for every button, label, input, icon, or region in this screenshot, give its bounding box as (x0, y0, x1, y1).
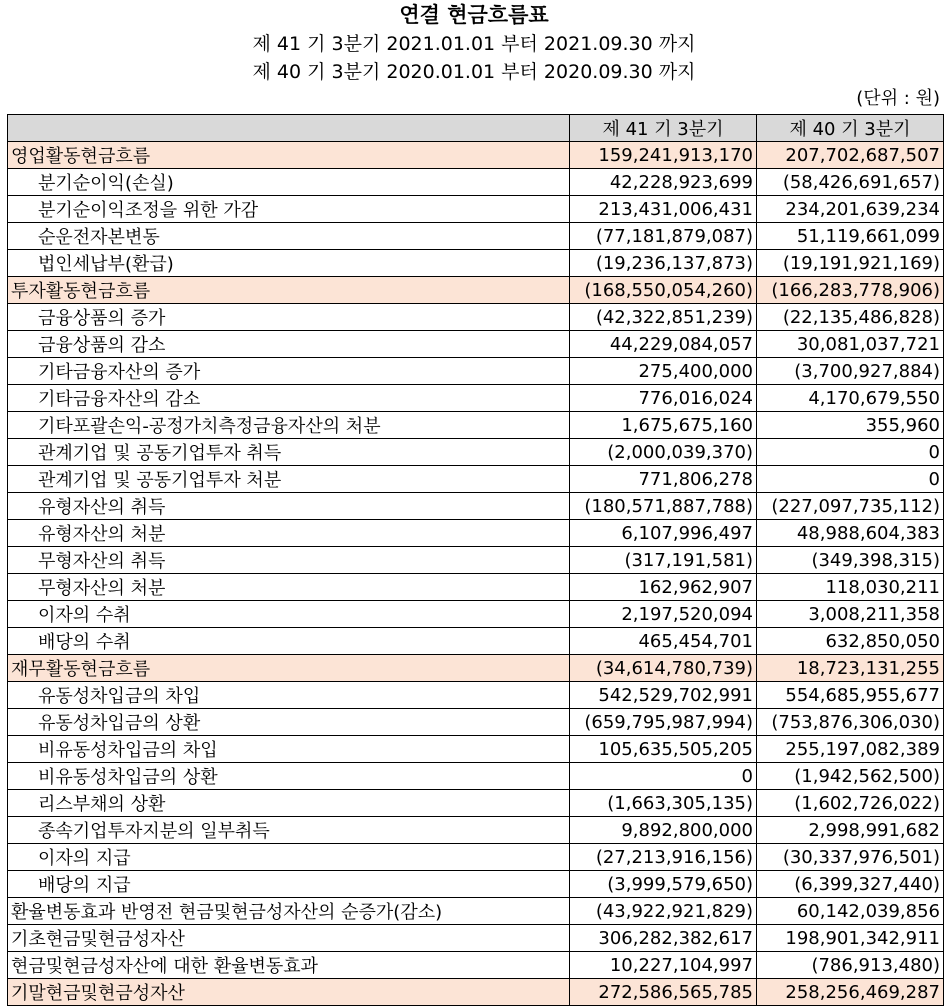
row-label: 유형자산의 취득 (8, 493, 570, 520)
table-row (8, 385, 944, 412)
row-label: 기초현금및현금성자산 (8, 925, 570, 952)
row-label: 금융상품의 증가 (8, 304, 570, 331)
table-row (8, 655, 944, 682)
row-label: 종속기업투자지분의 일부취득 (8, 817, 570, 844)
amount-current: 1,675,675,160 (570, 412, 757, 439)
amount-current: (659,795,987,994) (570, 709, 757, 736)
amount-prior: (349,398,315) (757, 547, 944, 574)
period-prior: 제 40 기 3분기 2020.01.01 부터 2020.09.30 까지 (252, 61, 696, 83)
amount-prior: 2,998,991,682 (757, 817, 944, 844)
table-row (8, 736, 944, 763)
table-row (8, 952, 944, 979)
table-row (8, 169, 944, 196)
amount-current: 9,892,800,000 (570, 817, 757, 844)
amount-current: (3,999,579,650) (570, 871, 757, 898)
amount-current: (42,322,851,239) (570, 304, 757, 331)
amount-prior: 60,142,039,856 (757, 898, 944, 925)
amount-current: (317,191,581) (570, 547, 757, 574)
row-label: 비유동성차입금의 차입 (8, 736, 570, 763)
amount-prior: 198,901,342,911 (757, 925, 944, 952)
amount-prior: 355,960 (757, 412, 944, 439)
amount-current: (77,181,879,087) (570, 223, 757, 250)
row-label: 유동성차입금의 차입 (8, 682, 570, 709)
row-label: 재무활동현금흐름 (8, 655, 570, 682)
amount-prior: (786,913,480) (757, 952, 944, 979)
row-label: 기타금융자산의 감소 (8, 385, 570, 412)
amount-prior: (1,602,726,022) (757, 790, 944, 817)
amount-prior: 30,081,037,721 (757, 331, 944, 358)
table-row (8, 925, 944, 952)
table-row (8, 196, 944, 223)
row-label: 순운전자본변동 (8, 223, 570, 250)
amount-current: 213,431,006,431 (570, 196, 757, 223)
row-label: 배당의 수취 (8, 628, 570, 655)
table-row (8, 466, 944, 493)
row-label: 무형자산의 취득 (8, 547, 570, 574)
table-row (8, 331, 944, 358)
row-label: 리스부채의 상환 (8, 790, 570, 817)
amount-prior: 4,170,679,550 (757, 385, 944, 412)
header-current-period: 제 41 기 3분기 (570, 115, 757, 142)
table-row (8, 250, 944, 277)
row-label: 배당의 지급 (8, 871, 570, 898)
amount-current: (43,922,921,829) (570, 898, 757, 925)
table-row (8, 709, 944, 736)
table-row (8, 358, 944, 385)
table-row (8, 142, 944, 169)
table-row (8, 628, 944, 655)
row-label: 영업활동현금흐름 (8, 142, 570, 169)
amount-current: 162,962,907 (570, 574, 757, 601)
row-label: 이자의 지급 (8, 844, 570, 871)
unit-label: (단위 : 원) (856, 88, 940, 109)
amount-prior: 48,988,604,383 (757, 520, 944, 547)
amount-current: 159,241,913,170 (570, 142, 757, 169)
amount-prior: 18,723,131,255 (757, 655, 944, 682)
statement-title: 연결 현금흐름표 (399, 3, 549, 27)
table-row (8, 817, 944, 844)
amount-current: 272,586,565,785 (570, 979, 757, 1006)
amount-current: (168,550,054,260) (570, 277, 757, 304)
row-label: 투자활동현금흐름 (8, 277, 570, 304)
row-label: 현금및현금성자산에 대한 환율변동효과 (8, 952, 570, 979)
cash-flow-table (7, 114, 944, 1006)
row-label: 관계기업 및 공동기업투자 취득 (8, 439, 570, 466)
amount-current: 776,016,024 (570, 385, 757, 412)
amount-prior: 0 (757, 439, 944, 466)
amount-prior: (19,191,921,169) (757, 250, 944, 277)
header-prior-period: 제 40 기 3분기 (757, 115, 944, 142)
header-blank (8, 115, 570, 142)
amount-prior: (753,876,306,030) (757, 709, 944, 736)
row-label: 비유동성차입금의 상환 (8, 763, 570, 790)
amount-prior: 118,030,211 (757, 574, 944, 601)
amount-current: 0 (570, 763, 757, 790)
row-label: 무형자산의 처분 (8, 574, 570, 601)
amount-prior: (166,283,778,906) (757, 277, 944, 304)
amount-current: 275,400,000 (570, 358, 757, 385)
amount-prior: (1,942,562,500) (757, 763, 944, 790)
amount-current: 465,454,701 (570, 628, 757, 655)
amount-prior: (227,097,735,112) (757, 493, 944, 520)
table-header-row (8, 115, 944, 142)
table-row (8, 682, 944, 709)
amount-current: 105,635,505,205 (570, 736, 757, 763)
amount-prior: 234,201,639,234 (757, 196, 944, 223)
period-current: 제 41 기 3분기 2021.01.01 부터 2021.09.30 까지 (252, 33, 696, 55)
table-row (8, 979, 944, 1006)
table-row (8, 790, 944, 817)
amount-current: 44,229,084,057 (570, 331, 757, 358)
row-label: 분기순이익조정을 위한 가감 (8, 196, 570, 223)
row-label: 기타금융자산의 증가 (8, 358, 570, 385)
amount-prior: 258,256,469,287 (757, 979, 944, 1006)
row-label: 분기순이익(손실) (8, 169, 570, 196)
row-label: 이자의 수취 (8, 601, 570, 628)
amount-current: (19,236,137,873) (570, 250, 757, 277)
row-label: 기말현금및현금성자산 (8, 979, 570, 1006)
amount-current: (34,614,780,739) (570, 655, 757, 682)
table-row (8, 574, 944, 601)
table-row (8, 223, 944, 250)
row-label: 관계기업 및 공동기업투자 처분 (8, 466, 570, 493)
row-label: 금융상품의 감소 (8, 331, 570, 358)
amount-current: 10,227,104,997 (570, 952, 757, 979)
amount-current: (27,213,916,156) (570, 844, 757, 871)
amount-prior: 207,702,687,507 (757, 142, 944, 169)
amount-prior: 51,119,661,099 (757, 223, 944, 250)
amount-current: 771,806,278 (570, 466, 757, 493)
row-label: 유형자산의 처분 (8, 520, 570, 547)
amount-current: 542,529,702,991 (570, 682, 757, 709)
amount-prior: 554,685,955,677 (757, 682, 944, 709)
amount-current: 6,107,996,497 (570, 520, 757, 547)
amount-prior: 632,850,050 (757, 628, 944, 655)
amount-current: (1,663,305,135) (570, 790, 757, 817)
table-row (8, 898, 944, 925)
amount-prior: (3,700,927,884) (757, 358, 944, 385)
table-row (8, 520, 944, 547)
table-row (8, 601, 944, 628)
table-row (8, 304, 944, 331)
amount-prior: (22,135,486,828) (757, 304, 944, 331)
table-row (8, 439, 944, 466)
amount-current: 306,282,382,617 (570, 925, 757, 952)
amount-prior: (6,399,327,440) (757, 871, 944, 898)
row-label: 기타포괄손익-공정가치측정금융자산의 처분 (8, 412, 570, 439)
amount-current: 42,228,923,699 (570, 169, 757, 196)
row-label: 유동성차입금의 상환 (8, 709, 570, 736)
amount-current: (2,000,039,370) (570, 439, 757, 466)
row-label: 법인세납부(환급) (8, 250, 570, 277)
table-row (8, 844, 944, 871)
table-row (8, 493, 944, 520)
amount-prior: 255,197,082,389 (757, 736, 944, 763)
table-row (8, 871, 944, 898)
table-row (8, 547, 944, 574)
table-row (8, 277, 944, 304)
table-row (8, 763, 944, 790)
amount-current: 2,197,520,094 (570, 601, 757, 628)
amount-prior: 0 (757, 466, 944, 493)
amount-prior: (30,337,976,501) (757, 844, 944, 871)
amount-prior: 3,008,211,358 (757, 601, 944, 628)
row-label: 환율변동효과 반영전 현금및현금성자산의 순증가(감소) (8, 898, 570, 925)
amount-prior: (58,426,691,657) (757, 169, 944, 196)
table-row (8, 412, 944, 439)
amount-current: (180,571,887,788) (570, 493, 757, 520)
